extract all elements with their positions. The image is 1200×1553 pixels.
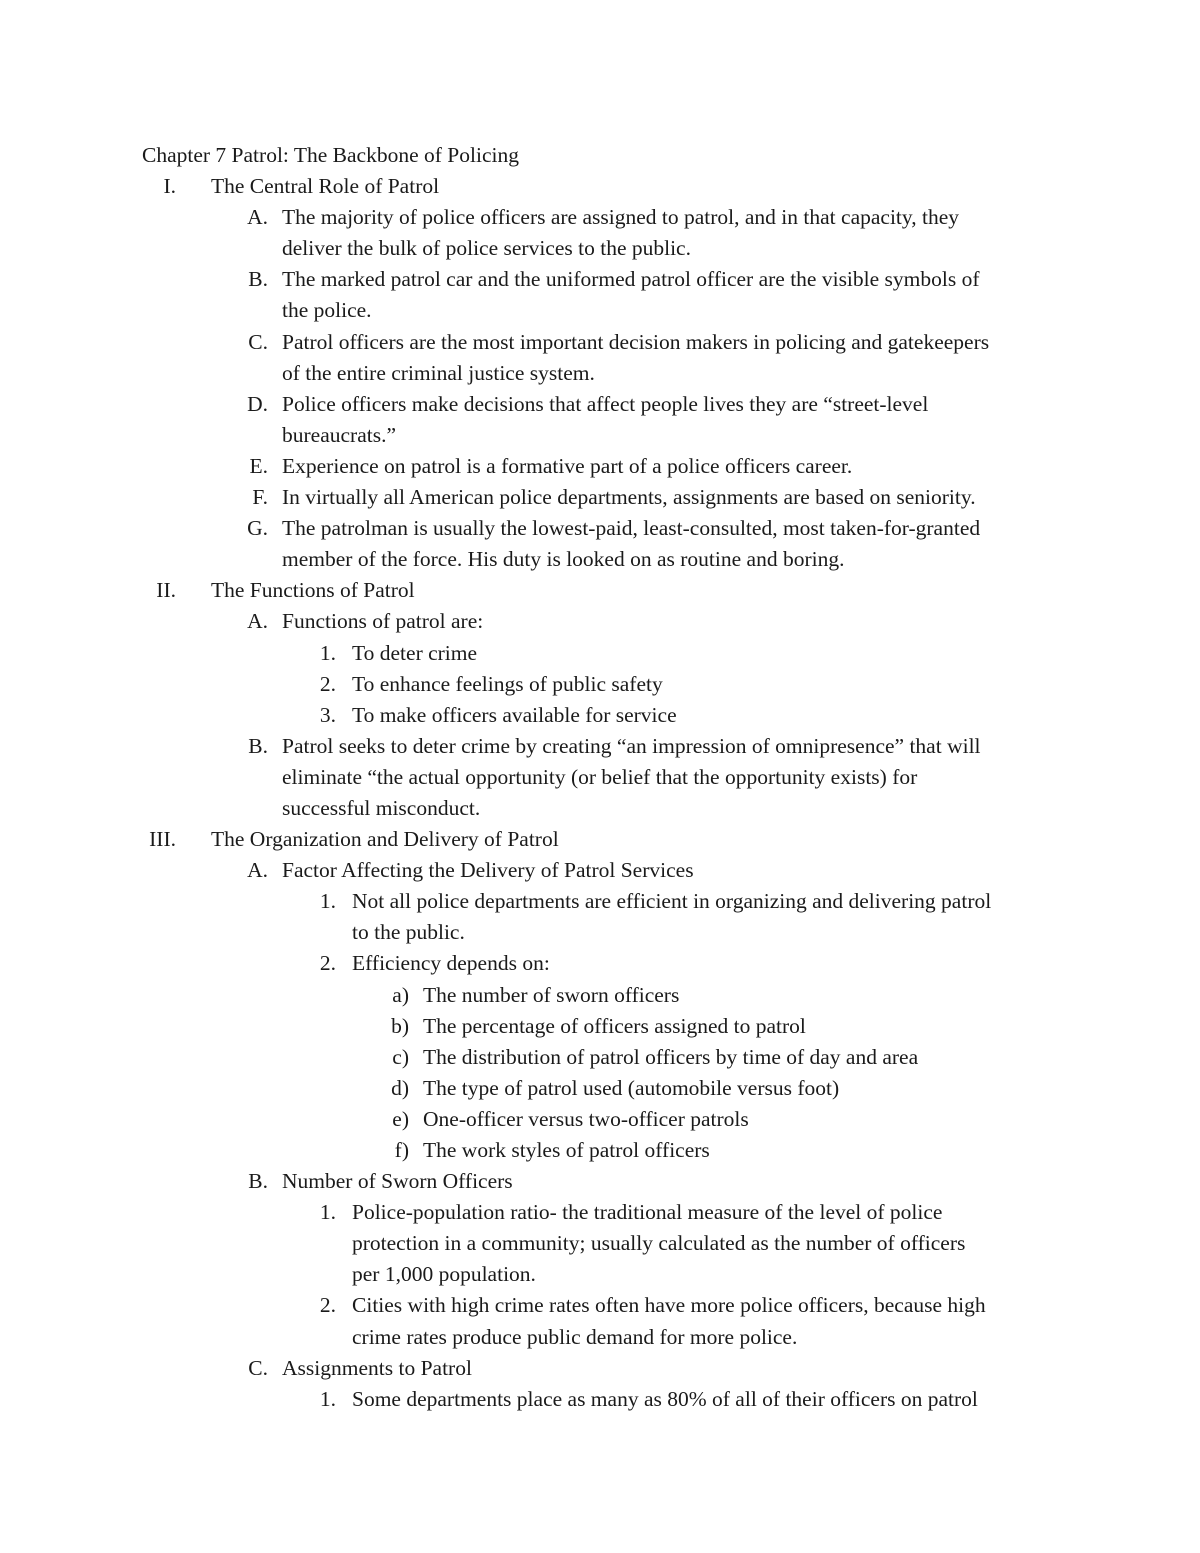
list-marker: F. xyxy=(252,485,268,510)
outline-item xyxy=(0,1197,1200,1228)
document-page xyxy=(0,140,1200,1415)
outline-item xyxy=(0,1384,1200,1415)
outline-item xyxy=(0,638,1200,669)
list-marker: I. xyxy=(163,174,176,199)
list-marker: d) xyxy=(391,1075,409,1100)
outline-item xyxy=(0,606,1200,637)
list-item-text: to the public. xyxy=(352,920,465,945)
outline-item-continuation xyxy=(0,1322,1200,1353)
outline-item xyxy=(0,575,1200,606)
list-marker: A. xyxy=(247,205,268,230)
list-marker: 2. xyxy=(319,951,336,976)
list-marker: E. xyxy=(249,453,268,478)
outline-item xyxy=(0,700,1200,731)
outline-item xyxy=(0,731,1200,762)
list-marker: II. xyxy=(156,578,176,603)
outline-item-continuation xyxy=(0,1228,1200,1259)
list-item-text: To make officers available for service xyxy=(352,702,677,727)
outline-item xyxy=(0,1353,1200,1384)
list-item-text: In virtually all American police departments, assignments are based on seniority. xyxy=(282,485,976,510)
outline-item xyxy=(0,389,1200,420)
list-item-text: The number of sworn officers xyxy=(423,982,680,1007)
outline-item xyxy=(0,451,1200,482)
list-item-text: The percentage of officers assigned to patrol xyxy=(423,1013,806,1038)
list-item-text: Not all police departments are efficient in organizing and delivering patrol xyxy=(352,889,992,914)
outline-item-continuation xyxy=(0,295,1200,326)
list-item-text: Experience on patrol is a formative part of a police officers career. xyxy=(282,453,853,478)
list-marker: 3. xyxy=(319,702,336,727)
list-marker: D. xyxy=(247,391,268,416)
list-marker: A. xyxy=(247,609,268,634)
outline-item-continuation xyxy=(0,917,1200,948)
outline-item-continuation xyxy=(0,1259,1200,1290)
list-item-text: crime rates produce public demand for more police. xyxy=(352,1324,798,1349)
list-item-text: Cities with high crime rates often have more police officers, because high xyxy=(352,1293,986,1318)
list-item-text: To enhance feelings of public safety xyxy=(352,671,663,696)
list-marker: a) xyxy=(392,982,409,1007)
list-item-text: Factor Affecting the Delivery of Patrol Services xyxy=(282,858,694,883)
outline-item-continuation xyxy=(0,544,1200,575)
list-marker: B. xyxy=(248,267,268,292)
document-title: Chapter 7 Patrol: The Backbone of Policing xyxy=(142,143,519,167)
list-item-text: Efficiency depends on: xyxy=(352,951,550,976)
outline-item-continuation xyxy=(0,762,1200,793)
list-item-text: of the entire criminal justice system. xyxy=(282,360,595,385)
outline-item-continuation xyxy=(0,233,1200,264)
outline-item xyxy=(0,1073,1200,1104)
list-marker: G. xyxy=(247,516,268,541)
outline-item xyxy=(0,886,1200,917)
list-item-text: bureaucrats.” xyxy=(282,422,396,447)
list-item-text: Functions of patrol are: xyxy=(282,609,484,634)
list-item-text: The majority of police officers are assigned to patrol, and in that capacity, they xyxy=(282,205,960,230)
outline-item xyxy=(0,948,1200,979)
outline-item xyxy=(0,855,1200,886)
list-item-text: Patrol seeks to deter crime by creating “an impression of omnipresence” that will xyxy=(282,733,981,758)
list-item-text: Number of Sworn Officers xyxy=(282,1169,513,1194)
list-marker: B. xyxy=(248,733,268,758)
outline-item xyxy=(0,980,1200,1011)
outline xyxy=(0,171,1200,1415)
list-marker: c) xyxy=(392,1044,409,1069)
list-item-text: eliminate “the actual opportunity (or belief that the opportunity exists) for xyxy=(282,764,918,789)
list-marker: b) xyxy=(391,1013,409,1038)
outline-item xyxy=(0,1104,1200,1135)
list-item-text: The distribution of patrol officers by time of day and area xyxy=(423,1044,919,1069)
list-marker: B. xyxy=(248,1169,268,1194)
list-item-text: The Central Role of Patrol xyxy=(211,174,440,199)
list-marker: 1. xyxy=(319,640,336,665)
outline-item xyxy=(0,669,1200,700)
outline-item xyxy=(0,264,1200,295)
list-item-text: Police officers make decisions that affect people lives they are “street-level xyxy=(282,391,929,416)
outline-item xyxy=(0,327,1200,358)
outline-item xyxy=(0,513,1200,544)
list-item-text: The Organization and Delivery of Patrol xyxy=(211,827,559,852)
list-item-text: deliver the bulk of police services to the public. xyxy=(282,236,691,261)
list-item-text: One-officer versus two-officer patrols xyxy=(423,1106,749,1131)
outline-item xyxy=(0,824,1200,855)
list-marker: 1. xyxy=(319,889,336,914)
outline-item xyxy=(0,1290,1200,1321)
list-marker: 2. xyxy=(319,1293,336,1318)
outline-item xyxy=(0,482,1200,513)
list-item-text: protection in a community; usually calculated as the number of officers xyxy=(352,1231,966,1256)
outline-item xyxy=(0,171,1200,202)
outline-item xyxy=(0,1135,1200,1166)
outline-item-continuation xyxy=(0,793,1200,824)
outline-item-continuation xyxy=(0,420,1200,451)
list-marker: III. xyxy=(149,827,176,852)
list-item-text: The type of patrol used (automobile versus foot) xyxy=(423,1075,840,1100)
list-item-text: Some departments place as many as 80% of all of their officers on patrol xyxy=(352,1386,978,1411)
list-item-text: the police. xyxy=(282,298,372,323)
list-item-text: To deter crime xyxy=(352,640,478,665)
list-marker: 1. xyxy=(319,1200,336,1225)
list-marker: f) xyxy=(394,1138,409,1162)
list-item-text: The work styles of patrol officers xyxy=(423,1138,710,1162)
list-item-text: Assignments to Patrol xyxy=(282,1355,472,1380)
outline-item xyxy=(0,202,1200,233)
list-marker: C. xyxy=(248,329,268,354)
list-marker: C. xyxy=(248,1355,268,1380)
outline-item xyxy=(0,1042,1200,1073)
list-item-text: Police-population ratio- the traditional measure of the level of police xyxy=(352,1200,943,1225)
list-item-text: The patrolman is usually the lowest-paid, least-consulted, most taken-for-granted xyxy=(282,516,981,541)
list-item-text: The Functions of Patrol xyxy=(211,578,415,603)
outline-item-continuation xyxy=(0,358,1200,389)
list-item-text: member of the force. His duty is looked on as routine and boring. xyxy=(282,547,845,572)
list-marker: 2. xyxy=(319,671,336,696)
list-marker: e) xyxy=(392,1106,409,1131)
outline-item xyxy=(0,1166,1200,1197)
list-item-text: Patrol officers are the most important decision makers in policing and gatekeepers xyxy=(282,329,990,354)
list-marker: 1. xyxy=(319,1386,336,1411)
list-item-text: per 1,000 population. xyxy=(352,1262,536,1287)
outline-item xyxy=(0,1011,1200,1042)
list-marker: A. xyxy=(247,858,268,883)
list-item-text: successful misconduct. xyxy=(282,795,481,820)
list-item-text: The marked patrol car and the uniformed patrol officer are the visible symbols of xyxy=(282,267,980,292)
